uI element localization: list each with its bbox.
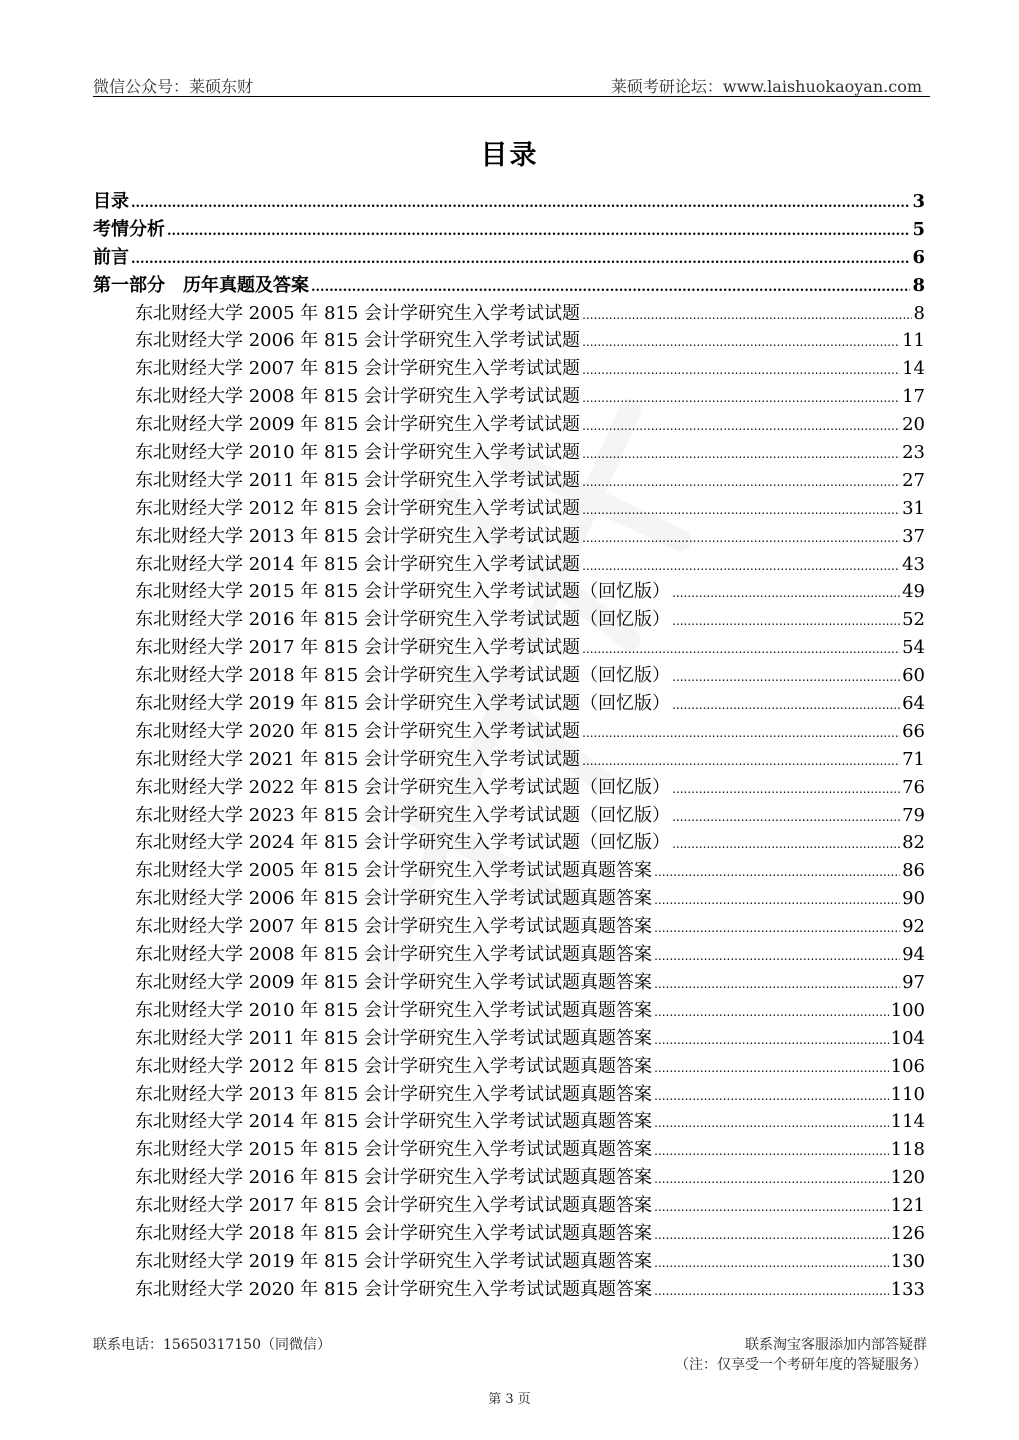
toc-entry-label: 东北财经大学 2017 年 815 会计学研究生入学考试试题真题答案 bbox=[135, 1195, 653, 1217]
toc-entry-label: 东北财经大学 2007 年 815 会计学研究生入学考试试题 bbox=[135, 358, 581, 380]
toc-entry-page: 104 bbox=[890, 1027, 925, 1049]
toc-entry-page: 20 bbox=[902, 414, 925, 436]
toc-entry-label: 东北财经大学 2009 年 815 会计学研究生入学考试试题真题答案 bbox=[135, 971, 653, 993]
toc-entry-page: 92 bbox=[902, 916, 925, 938]
header-divider bbox=[93, 96, 930, 97]
toc-entry[interactable] bbox=[93, 773, 925, 801]
toc-entry[interactable] bbox=[93, 689, 925, 717]
toc-entry[interactable] bbox=[93, 996, 925, 1024]
toc-entry-page: 14 bbox=[902, 358, 925, 380]
toc-leader-dots bbox=[167, 224, 910, 239]
toc-entry-label: 东北财经大学 2018 年 815 会计学研究生入学考试试题（回忆版） bbox=[135, 665, 671, 687]
toc-entry-page: 8 bbox=[913, 302, 925, 324]
toc-entry-page: 8 bbox=[912, 274, 925, 296]
toc-entry-page: 76 bbox=[902, 776, 925, 798]
toc-entry-label: 东北财经大学 2010 年 815 会计学研究生入学考试试题真题答案 bbox=[135, 999, 653, 1021]
toc-entry[interactable] bbox=[93, 243, 925, 271]
toc-leader-dots bbox=[654, 1200, 889, 1214]
toc-entry[interactable] bbox=[93, 354, 925, 382]
toc-entry-page: 90 bbox=[902, 888, 925, 910]
toc-leader-dots bbox=[582, 503, 900, 517]
toc-entry[interactable] bbox=[93, 1052, 925, 1080]
toc-entry-label: 东北财经大学 2012 年 815 会计学研究生入学考试试题真题答案 bbox=[135, 1055, 653, 1077]
toc-leader-dots bbox=[672, 670, 900, 684]
toc-entry[interactable] bbox=[93, 1219, 925, 1247]
toc-leader-dots bbox=[582, 308, 911, 322]
toc-entry-page: 110 bbox=[890, 1083, 925, 1105]
toc-entry-page: 23 bbox=[902, 442, 925, 464]
toc-entry-page: 100 bbox=[890, 999, 925, 1021]
toc-entry[interactable] bbox=[93, 633, 925, 661]
toc-entry[interactable] bbox=[93, 801, 925, 829]
toc-leader-dots bbox=[654, 1089, 889, 1103]
toc-entry-label: 东北财经大学 2014 年 815 会计学研究生入学考试试题真题答案 bbox=[135, 1111, 653, 1133]
toc-entry-label: 东北财经大学 2019 年 815 会计学研究生入学考试试题（回忆版） bbox=[135, 693, 671, 715]
toc-entry-label: 东北财经大学 2008 年 815 会计学研究生入学考试试题真题答案 bbox=[135, 944, 653, 966]
toc-leader-dots bbox=[654, 1061, 889, 1075]
toc-entry-label: 东北财经大学 2022 年 815 会计学研究生入学考试试题（回忆版） bbox=[135, 776, 671, 798]
toc-entry-page: 17 bbox=[902, 386, 925, 408]
toc-entry-label: 东北财经大学 2006 年 815 会计学研究生入学考试试题真题答案 bbox=[135, 888, 653, 910]
toc-entry-label: 东北财经大学 2014 年 815 会计学研究生入学考试试题 bbox=[135, 553, 581, 575]
toc-entry-label: 东北财经大学 2016 年 815 会计学研究生入学考试试题真题答案 bbox=[135, 1167, 653, 1189]
toc-leader-dots bbox=[672, 837, 900, 851]
toc-leader-dots bbox=[654, 893, 900, 907]
toc-entry-page: 121 bbox=[890, 1195, 925, 1217]
page-header bbox=[93, 72, 930, 96]
toc-leader-dots bbox=[654, 1256, 889, 1270]
toc-leader-dots bbox=[582, 559, 900, 573]
toc-leader-dots bbox=[582, 754, 900, 768]
toc-entry[interactable] bbox=[93, 215, 925, 243]
toc-entry-page: 54 bbox=[902, 637, 925, 659]
toc-entry-label: 东北财经大学 2009 年 815 会计学研究生入学考试试题 bbox=[135, 414, 581, 436]
toc-entry[interactable] bbox=[93, 605, 925, 633]
toc-entry-label: 第一部分 历年真题及答案 bbox=[93, 274, 309, 296]
toc-entry-label: 东北财经大学 2010 年 815 会计学研究生入学考试试题 bbox=[135, 442, 581, 464]
toc-entry-label: 东北财经大学 2024 年 815 会计学研究生入学考试试题（回忆版） bbox=[135, 832, 671, 854]
toc-entry-label: 东北财经大学 2019 年 815 会计学研究生入学考试试题真题答案 bbox=[135, 1250, 653, 1272]
toc-entry-page: 3 bbox=[912, 191, 925, 212]
toc-entry-page: 66 bbox=[902, 720, 925, 742]
toc-entry[interactable] bbox=[93, 1191, 925, 1219]
toc-leader-dots bbox=[582, 391, 900, 405]
toc-entry-label: 考情分析 bbox=[93, 218, 165, 240]
toc-entry-label: 东北财经大学 2016 年 815 会计学研究生入学考试试题（回忆版） bbox=[135, 609, 671, 631]
toc-entry-page: 31 bbox=[902, 497, 925, 519]
toc-entry[interactable] bbox=[93, 494, 925, 522]
toc-leader-dots bbox=[654, 1144, 889, 1158]
toc-entry[interactable] bbox=[93, 550, 925, 578]
toc-leader-dots bbox=[654, 1172, 889, 1186]
toc-entry[interactable] bbox=[93, 522, 925, 550]
toc-entry-label: 东北财经大学 2008 年 815 会计学研究生入学考试试题 bbox=[135, 386, 581, 408]
toc-entry[interactable] bbox=[93, 187, 925, 215]
toc-entry-page: 130 bbox=[890, 1250, 925, 1272]
toc-entry[interactable] bbox=[93, 1080, 925, 1108]
toc-entry-page: 94 bbox=[902, 944, 925, 966]
toc-entry[interactable] bbox=[93, 271, 925, 299]
toc-entry[interactable] bbox=[93, 828, 925, 856]
toc-leader-dots bbox=[654, 1005, 889, 1019]
toc-leader-dots bbox=[672, 698, 900, 712]
toc-leader-dots bbox=[582, 447, 900, 461]
toc-entry-page: 11 bbox=[902, 330, 925, 352]
toc-entry-page: 5 bbox=[912, 218, 925, 240]
toc-leader-dots bbox=[672, 614, 900, 628]
toc-entry-page: 52 bbox=[902, 609, 925, 631]
toc-entry[interactable] bbox=[93, 856, 925, 884]
toc-entry-page: 86 bbox=[902, 860, 925, 882]
toc-entry[interactable] bbox=[93, 299, 925, 327]
toc-leader-dots bbox=[654, 1033, 889, 1047]
toc-entry[interactable] bbox=[93, 912, 925, 940]
toc-entry-page: 49 bbox=[902, 581, 925, 603]
toc-entry-page: 118 bbox=[890, 1139, 925, 1161]
toc-entry-page: 60 bbox=[902, 665, 925, 687]
footer-service-remark: （注：仅享受一个考研年度的答疑服务） bbox=[675, 1357, 927, 1373]
toc-entry[interactable] bbox=[93, 1163, 925, 1191]
toc-entry-label: 东北财经大学 2012 年 815 会计学研究生入学考试试题 bbox=[135, 497, 581, 519]
toc-entry-page: 126 bbox=[890, 1222, 925, 1244]
toc-entry-label: 东北财经大学 2015 年 815 会计学研究生入学考试试题（回忆版） bbox=[135, 581, 671, 603]
toc-leader-dots bbox=[654, 949, 900, 963]
toc-entry-label: 东北财经大学 2013 年 815 会计学研究生入学考试试题真题答案 bbox=[135, 1083, 653, 1105]
header-wechat-account: 微信公众号：莱硕东财 bbox=[93, 77, 254, 96]
toc-entry-label: 东北财经大学 2023 年 815 会计学研究生入学考试试题（回忆版） bbox=[135, 804, 671, 826]
toc-leader-dots bbox=[311, 280, 910, 295]
toc-entry[interactable] bbox=[93, 466, 925, 494]
toc-entry[interactable] bbox=[93, 438, 925, 466]
toc-entry-label: 东北财经大学 2021 年 815 会计学研究生入学考试试题 bbox=[135, 748, 581, 770]
toc-entry[interactable] bbox=[93, 1275, 925, 1303]
toc-leader-dots bbox=[582, 531, 900, 545]
page-number: 第 3 页 bbox=[488, 1392, 531, 1407]
toc-entry-page: 82 bbox=[902, 832, 925, 854]
toc-entry-label: 东北财经大学 2013 年 815 会计学研究生入学考试试题 bbox=[135, 525, 581, 547]
toc-leader-dots bbox=[654, 865, 900, 879]
toc-entry-page: 120 bbox=[890, 1167, 925, 1189]
toc-entry-page: 6 bbox=[912, 246, 925, 268]
toc-entry-label: 东北财经大学 2020 年 815 会计学研究生入学考试试题真题答案 bbox=[135, 1278, 653, 1300]
toc-entry[interactable] bbox=[93, 382, 925, 410]
table-of-contents bbox=[93, 187, 925, 1303]
toc-leader-dots bbox=[582, 726, 900, 740]
toc-entry-page: 106 bbox=[890, 1055, 925, 1077]
header-forum-url: 莱硕考研论坛：www.laishuokaoyan.com bbox=[610, 77, 922, 96]
toc-entry-label: 东北财经大学 2017 年 815 会计学研究生入学考试试题 bbox=[135, 637, 581, 659]
toc-leader-dots bbox=[672, 810, 900, 824]
toc-entry-page: 79 bbox=[902, 804, 925, 826]
toc-entry-label: 东北财经大学 2020 年 815 会计学研究生入学考试试题 bbox=[135, 720, 581, 742]
toc-entry-label: 目录 bbox=[93, 191, 129, 212]
toc-entry-page: 71 bbox=[902, 748, 925, 770]
footer-contact-phone: 联系电话：15650317150（同微信） bbox=[93, 1337, 331, 1353]
toc-heading: 目录 bbox=[480, 140, 539, 171]
toc-entry[interactable] bbox=[93, 1247, 925, 1275]
toc-leader-dots bbox=[654, 1116, 889, 1130]
toc-leader-dots bbox=[654, 921, 900, 935]
toc-entry[interactable] bbox=[93, 717, 925, 745]
toc-entry[interactable] bbox=[93, 940, 925, 968]
toc-leader-dots bbox=[582, 363, 900, 377]
toc-leader-dots bbox=[582, 419, 900, 433]
toc-entry[interactable] bbox=[93, 577, 925, 605]
toc-leader-dots bbox=[654, 1228, 889, 1242]
toc-leader-dots bbox=[654, 1284, 889, 1298]
toc-leader-dots bbox=[131, 196, 910, 211]
toc-entry-label: 东北财经大学 2007 年 815 会计学研究生入学考试试题真题答案 bbox=[135, 916, 653, 938]
toc-entry-page: 97 bbox=[902, 971, 925, 993]
toc-entry-page: 43 bbox=[902, 553, 925, 575]
toc-entry-label: 东北财经大学 2005 年 815 会计学研究生入学考试试题 bbox=[135, 302, 581, 324]
toc-entry[interactable] bbox=[93, 884, 925, 912]
toc-entry[interactable] bbox=[93, 1107, 925, 1135]
toc-entry[interactable] bbox=[93, 745, 925, 773]
toc-leader-dots bbox=[131, 252, 910, 267]
toc-entry-page: 133 bbox=[890, 1278, 925, 1300]
toc-leader-dots bbox=[582, 475, 900, 489]
toc-entry[interactable] bbox=[93, 968, 925, 996]
toc-entry-page: 64 bbox=[902, 693, 925, 715]
toc-entry[interactable] bbox=[93, 1024, 925, 1052]
toc-entry[interactable] bbox=[93, 410, 925, 438]
toc-entry[interactable] bbox=[93, 661, 925, 689]
toc-entry-label: 东北财经大学 2011 年 815 会计学研究生入学考试试题 bbox=[135, 469, 581, 491]
toc-leader-dots bbox=[672, 586, 900, 600]
toc-entry-label: 东北财经大学 2018 年 815 会计学研究生入学考试试题真题答案 bbox=[135, 1222, 653, 1244]
toc-leader-dots bbox=[672, 782, 900, 796]
toc-entry[interactable] bbox=[93, 1135, 925, 1163]
toc-entry-page: 114 bbox=[890, 1111, 925, 1133]
toc-entry-label: 东北财经大学 2011 年 815 会计学研究生入学考试试题真题答案 bbox=[135, 1027, 653, 1049]
toc-entry-page: 37 bbox=[902, 525, 925, 547]
toc-entry-label: 东北财经大学 2015 年 815 会计学研究生入学考试试题真题答案 bbox=[135, 1139, 653, 1161]
toc-entry-label: 前言 bbox=[93, 246, 129, 268]
toc-entry-label: 东北财经大学 2005 年 815 会计学研究生入学考试试题真题答案 bbox=[135, 860, 653, 882]
toc-entry[interactable] bbox=[93, 326, 925, 354]
toc-leader-dots bbox=[582, 642, 900, 656]
toc-entry-page: 27 bbox=[902, 469, 925, 491]
toc-leader-dots bbox=[654, 977, 900, 991]
toc-entry-label: 东北财经大学 2006 年 815 会计学研究生入学考试试题 bbox=[135, 330, 581, 352]
footer-service-note: 联系淘宝客服添加内部答疑群 bbox=[745, 1337, 927, 1353]
toc-leader-dots bbox=[582, 335, 900, 349]
